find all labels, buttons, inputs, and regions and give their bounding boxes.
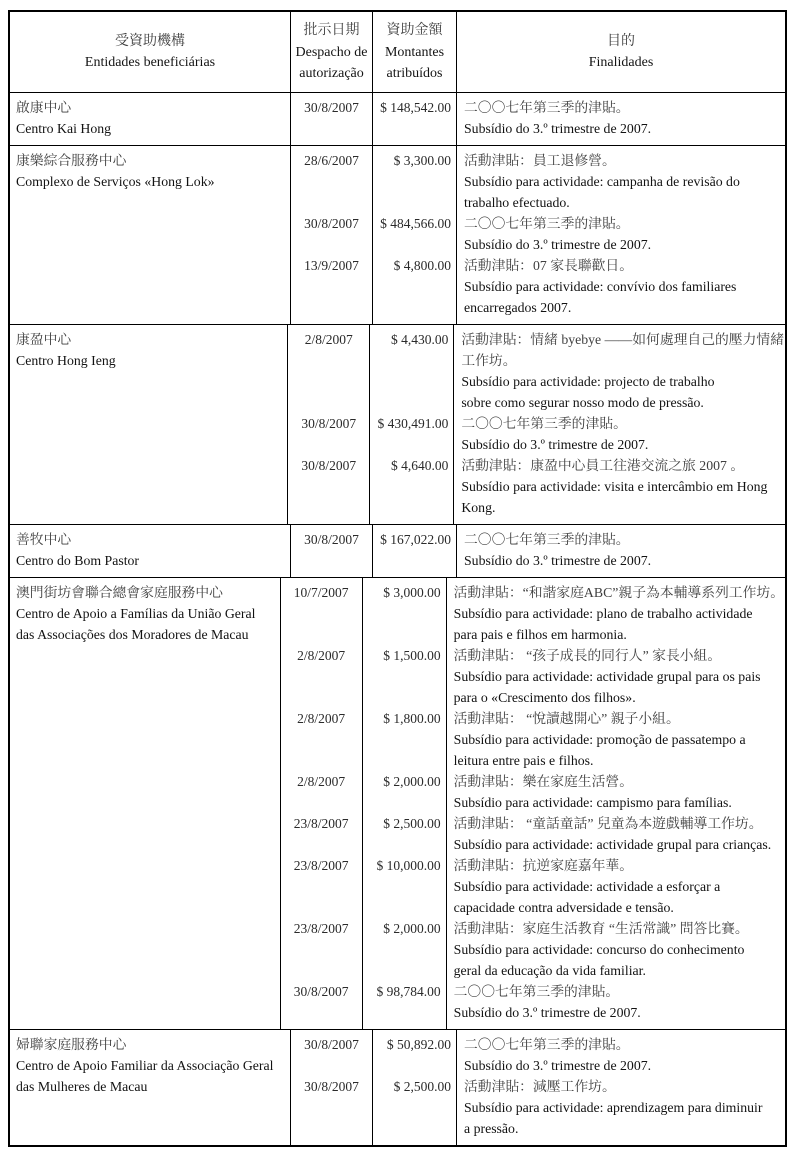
subsidy-amount: $ 2,500.00 [363, 813, 447, 855]
subsidy-entry [291, 213, 785, 255]
authorization-date: 30/8/2007 [288, 413, 370, 455]
purpose-line-pt: Subsídio do 3.º trimestre de 2007. [464, 236, 652, 252]
header-purpose-pt: Finalidades [588, 55, 654, 71]
subsidy-amount: $ 484,566.00 [373, 213, 457, 255]
purpose-line-zh: 活動津貼：家庭生活教育 “生活常識” 問答比賽。 [453, 920, 749, 936]
authorization-date: 10/7/2007 [281, 578, 363, 645]
purpose-line-pt: a pressão. [464, 1120, 519, 1136]
authorization-date: 2/8/2007 [281, 645, 363, 708]
purpose-line-pt: Subsídio para actividade: promoção de passatempo a [453, 731, 746, 747]
purpose-line-pt: Subsídio para actividade: actividade grupal para crianças. [453, 836, 772, 852]
purpose-line-zh: 二〇〇七年第三季的津貼。 [464, 531, 630, 547]
authorization-date: 30/8/2007 [291, 213, 373, 255]
subsidy-entry [288, 325, 785, 413]
header-date-pt-line2: autorização [299, 66, 364, 81]
purpose-line-pt: Subsídio para actividade: aprendizagem para diminuir [464, 1099, 763, 1115]
purpose-cell [457, 1030, 785, 1076]
header-date-pt-line1: Despacho de [295, 44, 368, 60]
beneficiary-name-pt: das Mulheres de Macau [16, 1078, 148, 1094]
purpose-line-pt: Subsídio do 3.º trimestre de 2007. [464, 552, 652, 568]
purpose-cell [447, 645, 785, 708]
subsidy-amount: $ 3,300.00 [373, 146, 457, 213]
purpose-cell [447, 578, 785, 645]
authorization-date: 30/8/2007 [291, 93, 373, 145]
purpose-cell [457, 93, 785, 145]
authorization-date: 23/8/2007 [281, 918, 363, 981]
header-purpose [457, 12, 785, 92]
authorization-date: 23/8/2007 [281, 855, 363, 918]
purpose-line-zh: 活動津貼：康盈中心員工往港交流之旅 2007 。 [461, 457, 745, 473]
beneficiary-cell [10, 525, 291, 577]
beneficiary-name-zh: 康盈中心 [16, 331, 72, 347]
beneficiary-name-pt: Centro do Bom Pastor [16, 552, 140, 568]
purpose-cell [457, 213, 785, 255]
authorization-date: 30/8/2007 [291, 525, 373, 577]
beneficiary-cell [10, 146, 291, 324]
purpose-line-pt: geral da educação da vida familiar. [453, 962, 646, 978]
beneficiary-name-zh: 善牧中心 [16, 531, 72, 547]
purpose-line-pt: Subsídio do 3.º trimestre de 2007. [461, 436, 649, 452]
authorization-date: 30/8/2007 [291, 1076, 373, 1145]
beneficiary-row [10, 93, 785, 146]
subsidy-entry [281, 708, 785, 771]
purpose-line-pt: leitura entre pais e filhos. [453, 752, 594, 768]
purpose-cell [454, 455, 785, 524]
purpose-line-pt: sobre como segurar nosso modo de pressão. [461, 394, 704, 410]
purpose-line-pt: Subsídio do 3.º trimestre de 2007. [453, 1004, 641, 1020]
header-date-zh: 批示日期 [303, 23, 360, 38]
purpose-line-pt: Subsídio para actividade: actividade a esforçar a [453, 878, 721, 894]
purpose-line-zh: 活動津貼： “孩子成長的同行人” 家長小組。 [453, 647, 722, 663]
authorization-date: 28/6/2007 [291, 146, 373, 213]
subsidy-entries [291, 525, 785, 577]
header-amount-zh: 資助金額 [386, 23, 443, 38]
purpose-line-zh: 活動津貼： “悅讀越開心” 親子小組。 [453, 710, 680, 726]
subsidy-amount: $ 1,500.00 [363, 645, 447, 708]
subsidy-entry [288, 413, 785, 455]
purpose-line-zh: 活動津貼：07 家長聯歡日。 [464, 257, 634, 273]
purpose-line-zh: 二〇〇七年第三季的津貼。 [453, 983, 620, 999]
authorization-date: 2/8/2007 [281, 771, 363, 813]
authorization-date: 2/8/2007 [288, 325, 370, 413]
subsidy-entries [281, 578, 785, 1029]
header-entity-pt: Entidades beneficiárias [84, 55, 216, 71]
purpose-cell [457, 525, 785, 577]
purpose-line-zh: 活動津貼：“和諧家庭ABC”親子為本輔導系列工作坊。 [453, 584, 784, 600]
beneficiary-name-pt: das Associações dos Moradores de Macau [16, 626, 249, 642]
beneficiary-name-pt: Centro de Apoio Familiar da Associação Geral [16, 1057, 274, 1073]
beneficiary-name-pt: Centro de Apoio a Famílias da União Geral [16, 605, 256, 621]
beneficiary-name-pt: Centro Hong Ieng [16, 352, 116, 368]
subsidy-amount: $ 430,491.00 [370, 413, 454, 455]
purpose-line-zh: 活動津貼：樂在家庭生活營。 [453, 773, 633, 789]
authorization-date: 30/8/2007 [291, 1030, 373, 1076]
purpose-cell [447, 771, 785, 813]
beneficiary-name-zh: 澳門街坊會聯合總會家庭服務中心 [16, 584, 223, 600]
subsidy-entries [288, 325, 785, 524]
subsidy-entry [281, 813, 785, 855]
purpose-cell [457, 146, 785, 213]
purpose-line-pt: Subsídio para actividade: convívio dos familiares [464, 278, 737, 294]
beneficiary-name-pt: Complexo de Serviços «Hong Lok» [16, 173, 215, 189]
subsidy-entries [291, 93, 785, 145]
subsidy-entry [291, 525, 785, 577]
purpose-line-zh: 活動津貼：抗逆家庭嘉年華。 [453, 857, 633, 873]
subsidy-entry [291, 93, 785, 145]
subsidy-amount: $ 2,000.00 [363, 918, 447, 981]
purpose-line-pt: Subsídio para actividade: visita e intercâmbio em Hong [461, 478, 768, 494]
purpose-cell [454, 413, 785, 455]
subsidy-amount: $ 4,430.00 [370, 325, 454, 413]
subsidy-amount: $ 3,000.00 [363, 578, 447, 645]
subsidy-entries [291, 146, 785, 324]
subsidy-amount: $ 1,800.00 [363, 708, 447, 771]
purpose-line-zh: 二〇〇七年第三季的津貼。 [464, 215, 630, 231]
subsidy-amount: $ 50,892.00 [373, 1030, 457, 1076]
purpose-line-pt: Subsídio para actividade: plano de trabalho actividade [453, 605, 753, 621]
beneficiary-name-pt: Centro Kai Hong [16, 120, 112, 136]
purpose-cell [457, 255, 785, 324]
purpose-line-pt: encarregados 2007. [464, 299, 572, 315]
subsidy-entry [291, 1076, 785, 1145]
subsidy-entry [281, 918, 785, 981]
subsidy-entry [291, 146, 785, 213]
subsidy-entry [281, 645, 785, 708]
purpose-line-zh: 活動津貼： “童話童話” 兒童為本遊戲輔導工作坊。 [453, 815, 763, 831]
header-entity [10, 12, 291, 92]
subsidy-amount: $ 167,022.00 [373, 525, 457, 577]
purpose-cell [447, 981, 785, 1029]
purpose-cell [447, 855, 785, 918]
beneficiary-row [10, 525, 785, 578]
subsidy-entry [291, 1030, 785, 1076]
purpose-cell [447, 813, 785, 855]
beneficiary-row [10, 146, 785, 325]
subsidy-entries [291, 1030, 785, 1145]
beneficiary-cell [10, 325, 288, 524]
beneficiary-row [10, 325, 785, 525]
purpose-cell [457, 1076, 785, 1145]
header-purpose-zh: 目的 [607, 33, 635, 49]
subsidy-entry [288, 455, 785, 524]
purpose-cell [454, 325, 785, 413]
purpose-line-pt: trabalho efectuado. [464, 194, 570, 210]
subsidy-entry [291, 255, 785, 324]
table-header-row [10, 12, 785, 93]
header-amount [373, 12, 457, 92]
purpose-line-zh: 二〇〇七年第三季的津貼。 [464, 1036, 630, 1052]
purpose-line-pt: Subsídio do 3.º trimestre de 2007. [464, 120, 652, 136]
subsidy-entry [281, 855, 785, 918]
header-entity-zh: 受資助機構 [115, 33, 185, 49]
subsidy-entry [281, 771, 785, 813]
purpose-cell [447, 708, 785, 771]
beneficiary-name-zh: 啟康中心 [16, 99, 72, 115]
purpose-line-pt: Kong. [461, 499, 496, 515]
beneficiary-cell [10, 93, 291, 145]
purpose-line-zh: 活動津貼：情緒 byebye ——如何處理自己的壓力情緒 [461, 331, 784, 347]
beneficiary-name-zh: 婦聯家庭服務中心 [16, 1036, 127, 1052]
purpose-line-pt: Subsídio para actividade: campanha de revisão do [464, 173, 740, 189]
subsidy-entry [281, 578, 785, 645]
purpose-line-zh: 二〇〇七年第三季的津貼。 [461, 415, 627, 431]
subsidy-amount: $ 4,640.00 [370, 455, 454, 524]
beneficiary-name-zh: 康樂綜合服務中心 [16, 152, 127, 168]
purpose-line-zh: 工作坊。 [461, 352, 517, 368]
authorization-date: 13/9/2007 [291, 255, 373, 324]
header-date [291, 12, 373, 92]
subsidy-amount: $ 2,500.00 [373, 1076, 457, 1145]
subsidy-amount: $ 4,800.00 [373, 255, 457, 324]
purpose-line-pt: Subsídio do 3.º trimestre de 2007. [464, 1057, 652, 1073]
subsidy-amount: $ 2,000.00 [363, 771, 447, 813]
beneficiary-row [10, 1030, 785, 1145]
authorization-date: 2/8/2007 [281, 708, 363, 771]
subsidy-entry [281, 981, 785, 1029]
authorization-date: 30/8/2007 [288, 455, 370, 524]
beneficiary-cell [10, 1030, 291, 1145]
header-amount-pt-line1: Montantes [384, 44, 445, 60]
subsidy-table [8, 10, 787, 1147]
purpose-line-zh: 活動津貼：員工退修營。 [464, 152, 616, 168]
purpose-line-pt: capacidade contra adversidade e tensão. [453, 899, 674, 915]
authorization-date: 30/8/2007 [281, 981, 363, 1029]
subsidy-amount: $ 148,542.00 [373, 93, 457, 145]
purpose-line-zh: 二〇〇七年第三季的津貼。 [464, 99, 630, 115]
purpose-cell [447, 918, 785, 981]
subsidy-amount: $ 98,784.00 [363, 981, 447, 1029]
authorization-date: 23/8/2007 [281, 813, 363, 855]
beneficiary-cell [10, 578, 281, 1029]
purpose-line-pt: Subsídio para actividade: projecto de trabalho [461, 373, 715, 389]
beneficiary-row [10, 578, 785, 1030]
subsidy-amount: $ 10,000.00 [363, 855, 447, 918]
header-amount-pt-line2: atribuídos [386, 66, 443, 81]
purpose-line-pt: Subsídio para actividade: concurso do conhecimento [453, 941, 745, 957]
purpose-line-zh: 活動津貼：減壓工作坊。 [464, 1078, 616, 1094]
purpose-line-pt: Subsídio para actividade: actividade grupal para os pais [453, 668, 761, 684]
purpose-line-pt: para pais e filhos em harmonia. [453, 626, 627, 642]
purpose-line-pt: Subsídio para actividade: campismo para famílias. [453, 794, 732, 810]
purpose-line-pt: para o «Crescimento dos filhos». [453, 689, 636, 705]
